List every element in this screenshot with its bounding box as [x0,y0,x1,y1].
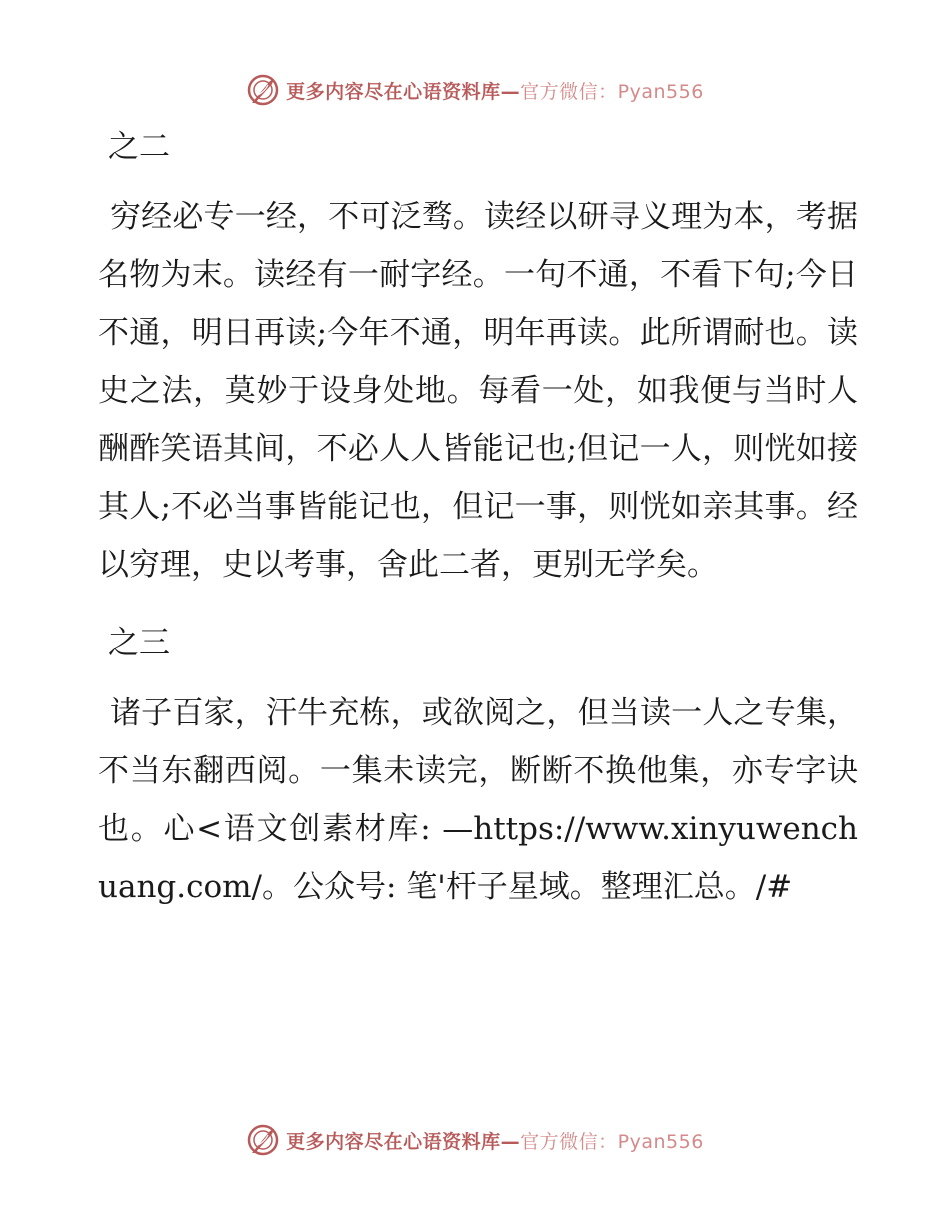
footer-text-main: 更多内容尽在心语资料库— [286,1130,521,1153]
section-paragraph-2: 穷经必专一经，不可泛骛。读经以研寻义理为本，考据名物为末。读经有一耐字经。一句不通，不看下句;今日不通，明日再读;今年不通，明年再读。此所谓耐也。读史之法，莫妙于设身处地。每看一处，如我便与当时人酬酢笑语其间，不必人人皆能记也;但记一人，则恍如接其人;不必当事皆能记也，但记一事，则恍如亲其事。经以穷理，史以考事，舍此二者，更别无学矣。 [98,199,858,583]
section-heading-2: 之二 [108,129,170,165]
section-paragraph-3: 诸子百家，汗牛充栋，或欲阅之，但当读一人之专集，不当东翻西阅。一集未读完，断断不换他集，亦专字诀也。心<语文创素材库: —https://www.xinyuwenchuang.com/。公众号: 笔'杆子星域。整理汇总。/# [98,695,858,905]
quill-pen-logo-icon [246,73,280,107]
header-banner [0,70,950,110]
footer-banner [0,1120,950,1160]
section-heading-3: 之三 [108,625,170,661]
header-text-main: 更多内容尽在心语资料库— [286,80,521,103]
header-text [286,77,704,104]
footer-text [286,1127,704,1154]
quill-pen-logo-icon [246,1123,280,1157]
footer-text-wechat: 官方微信：Pyan556 [520,1130,704,1153]
header-text-wechat: 官方微信：Pyan556 [520,80,704,103]
document-body [98,118,858,916]
